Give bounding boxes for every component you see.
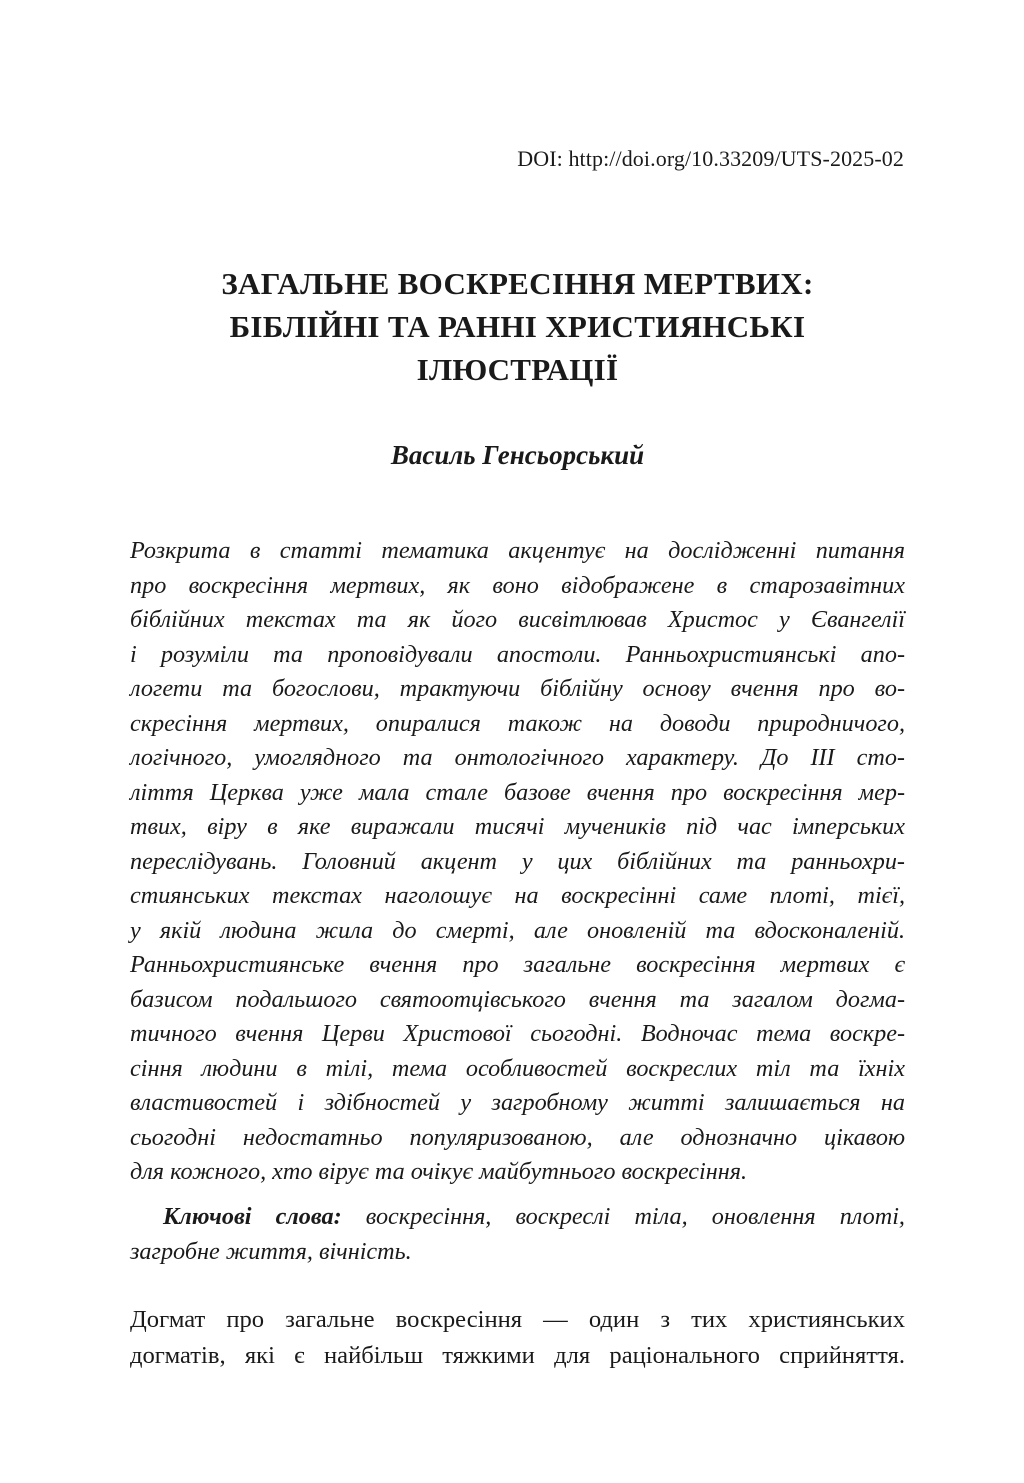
keywords-values: воскресіння, воскреслі тіла, оновлення плоті,	[341, 1203, 905, 1230]
title-line: ІЛЮСТРАЦІЇ	[416, 352, 619, 387]
abstract-line: тичного вчення Церви Христової сьогодні. Водночас тема воскре-	[130, 1020, 905, 1047]
body-paragraph	[130, 1302, 905, 1374]
abstract-line: стиянських текстах наголошує на воскресінні саме плоті, тієї,	[130, 882, 905, 909]
abstract-line: Ранньохристиянське вчення про загальне воскресіння мертвих є	[130, 951, 905, 978]
abstract-line: логічного, умоглядного та онтологічного характеру. До ІІІ сто-	[130, 744, 905, 771]
abstract-line: і розуміли та проповідували апостоли. Ранньохристиянські апо-	[130, 640, 905, 668]
abstract-line: сьогодні недостатньо популяризованою, але однозначно цікавою	[130, 1123, 905, 1151]
author-name: Василь Генсьорський	[390, 440, 645, 470]
abstract-line: базисом подальшого святоотцівського вчення та загалом догма-	[130, 985, 905, 1013]
abstract-line: ліття Церква уже мала стале базове вчення про воскресіння мер-	[130, 778, 905, 806]
abstract-line: для кожного, хто вірує та очікує майбутнього воскресіння.	[130, 1158, 748, 1185]
abstract-line: Розкрита в статті тематика акцентує на дослідженні питання	[130, 537, 905, 564]
abstract-line: властивостей і здібностей у загробному житті залишається на	[130, 1089, 905, 1116]
abstract-line: у якій людина жила до смерті, але оновленій та вдосконаленій.	[130, 916, 905, 944]
abstract-line: сіння людини в тілі, тема особливостей воскреслих тіл та їхніх	[130, 1054, 905, 1082]
abstract-line: переслідувань. Головний акцент у цих біблійних та ранньохри-	[130, 847, 905, 875]
abstract-line: твих, віру в яке виражали тисячі мучеників під час імперських	[130, 813, 905, 840]
title-line: ЗАГАЛЬНЕ ВОСКРЕСІННЯ МЕРТВИХ:	[221, 266, 814, 301]
keywords-line: загробне життя, вічність.	[130, 1237, 412, 1265]
keywords-line	[130, 1200, 905, 1235]
body-line: Догмат про загальне воскресіння — один з тих християнських	[130, 1306, 905, 1333]
article-title	[130, 262, 905, 391]
title-line: БІБЛІЙНІ ТА РАННІ ХРИСТИЯНСЬКІ	[229, 309, 806, 344]
abstract-line: логети та богослови, трактуючи біблійну основу вчення про во-	[130, 675, 905, 702]
abstract-line: біблійних текстах та як його висвітлював Христос у Євангелії	[130, 606, 905, 633]
abstract-line: про воскресіння мертвих, як воно відображене в старозавітних	[130, 571, 905, 599]
keywords-label: Ключові слова:	[163, 1203, 342, 1230]
keywords-block	[130, 1200, 905, 1269]
abstract	[130, 534, 905, 1190]
doi-reference[interactable]: DOI: http://doi.org/10.33209/UTS-2025-02	[517, 146, 904, 171]
body-line: догматів, які є найбільш тяжкими для раціонального сприйняття.	[130, 1342, 905, 1369]
abstract-line: скресіння мертвих, опиралися також на доводи природничого,	[130, 709, 905, 737]
